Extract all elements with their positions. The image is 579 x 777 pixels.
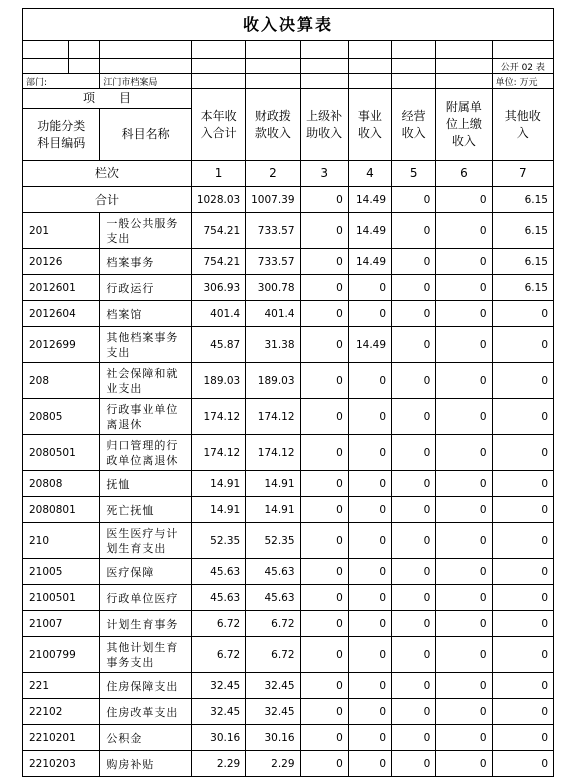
row-name: 其他档案事务支出 [100, 327, 192, 363]
table-row [23, 471, 554, 497]
row-value: 0 [392, 585, 436, 611]
lanci-row [23, 161, 554, 187]
total-value: 6.15 [492, 187, 553, 213]
row-name: 公积金 [100, 725, 192, 751]
row-name: 医疗保障 [100, 559, 192, 585]
row-code: 2080801 [23, 497, 100, 523]
row-value: 0 [392, 301, 436, 327]
row-code: 20808 [23, 471, 100, 497]
row-value: 6.72 [246, 611, 300, 637]
row-value: 0 [348, 275, 391, 301]
row-value: 6.72 [246, 637, 300, 673]
row-code: 2100501 [23, 585, 100, 611]
lanci-num: 1 [191, 161, 245, 187]
row-name: 抚恤 [100, 471, 192, 497]
row-value: 0 [492, 725, 553, 751]
row-name: 归口管理的行政单位离退休 [100, 435, 192, 471]
header-item: 项 目 [23, 89, 192, 109]
row-value: 0 [436, 275, 492, 301]
page-title: 收入决算表 [22, 8, 554, 40]
row-value: 6.15 [492, 275, 553, 301]
total-label: 合计 [23, 187, 192, 213]
row-value: 174.12 [246, 399, 300, 435]
row-value: 0 [436, 523, 492, 559]
row-value: 6.15 [492, 249, 553, 275]
row-value: 14.49 [348, 327, 391, 363]
row-code: 22102 [23, 699, 100, 725]
row-code: 221 [23, 673, 100, 699]
header-col1: 本年收 入合计 [191, 89, 245, 161]
row-value: 0 [492, 523, 553, 559]
row-value: 189.03 [246, 363, 300, 399]
row-value: 0 [348, 301, 391, 327]
total-value: 0 [300, 187, 348, 213]
row-value: 0 [392, 327, 436, 363]
row-value: 0 [392, 399, 436, 435]
row-value: 30.16 [191, 725, 245, 751]
row-value: 0 [392, 471, 436, 497]
row-value: 0 [392, 523, 436, 559]
table-row [23, 673, 554, 699]
dept-name: 江门市档案局 [100, 74, 192, 89]
row-value: 0 [436, 637, 492, 673]
lanci-num: 6 [436, 161, 492, 187]
income-table [22, 40, 554, 777]
lanci-num: 3 [300, 161, 348, 187]
header-name: 科目名称 [100, 109, 192, 161]
row-value: 733.57 [246, 249, 300, 275]
dept-row [23, 74, 554, 89]
row-value: 0 [436, 249, 492, 275]
row-name: 医生医疗与计划生育支出 [100, 523, 192, 559]
row-value: 0 [348, 585, 391, 611]
row-value: 0 [392, 725, 436, 751]
row-code: 2012699 [23, 327, 100, 363]
report-no-row [23, 59, 554, 74]
header-col3: 上级补 助收入 [300, 89, 348, 161]
row-value: 45.87 [191, 327, 245, 363]
row-value: 0 [300, 249, 348, 275]
table-row [23, 497, 554, 523]
table-row [23, 399, 554, 435]
row-value: 2.29 [191, 751, 245, 777]
row-value: 0 [492, 699, 553, 725]
unit-label: 单位: 万元 [492, 74, 553, 89]
row-value: 0 [492, 751, 553, 777]
lanci-label: 栏次 [23, 161, 192, 187]
row-code: 2210201 [23, 725, 100, 751]
total-value: 1007.39 [246, 187, 300, 213]
row-value: 0 [348, 751, 391, 777]
row-value: 0 [436, 213, 492, 249]
table-row [23, 327, 554, 363]
row-value: 0 [492, 327, 553, 363]
row-code: 20805 [23, 399, 100, 435]
row-value: 14.91 [191, 471, 245, 497]
row-value: 0 [300, 585, 348, 611]
table-row [23, 523, 554, 559]
row-value: 45.63 [191, 559, 245, 585]
row-value: 0 [392, 213, 436, 249]
row-value: 0 [436, 497, 492, 523]
lanci-num: 7 [492, 161, 553, 187]
header-row-1 [23, 89, 554, 109]
row-value: 0 [300, 725, 348, 751]
row-value: 0 [300, 497, 348, 523]
row-code: 2100799 [23, 637, 100, 673]
row-code: 201 [23, 213, 100, 249]
row-value: 0 [300, 699, 348, 725]
table-row [23, 725, 554, 751]
row-value: 0 [300, 399, 348, 435]
row-name: 其他计划生育事务支出 [100, 637, 192, 673]
row-value: 0 [492, 399, 553, 435]
row-name: 一般公共服务支出 [100, 213, 192, 249]
row-code: 210 [23, 523, 100, 559]
table-row [23, 751, 554, 777]
row-value: 0 [492, 363, 553, 399]
row-value: 174.12 [246, 435, 300, 471]
row-value: 0 [436, 435, 492, 471]
row-code: 208 [23, 363, 100, 399]
row-value: 733.57 [246, 213, 300, 249]
total-value: 0 [436, 187, 492, 213]
report-sheet [22, 8, 554, 777]
header-col5: 经营 收入 [392, 89, 436, 161]
row-name: 住房保障支出 [100, 673, 192, 699]
row-value: 0 [392, 363, 436, 399]
row-value: 300.78 [246, 275, 300, 301]
row-value: 45.63 [246, 559, 300, 585]
row-value: 52.35 [191, 523, 245, 559]
row-name: 社会保障和就业支出 [100, 363, 192, 399]
row-name: 计划生育事务 [100, 611, 192, 637]
lanci-num: 4 [348, 161, 391, 187]
row-value: 0 [300, 327, 348, 363]
row-code: 2012604 [23, 301, 100, 327]
row-value: 0 [348, 471, 391, 497]
row-value: 6.72 [191, 637, 245, 673]
row-value: 32.45 [246, 673, 300, 699]
row-value: 0 [492, 673, 553, 699]
row-value: 0 [392, 435, 436, 471]
row-value: 0 [436, 559, 492, 585]
row-value: 754.21 [191, 249, 245, 275]
row-value: 0 [492, 471, 553, 497]
row-value: 0 [492, 497, 553, 523]
row-value: 30.16 [246, 725, 300, 751]
lanci-num: 2 [246, 161, 300, 187]
row-value: 0 [436, 725, 492, 751]
row-value: 0 [348, 497, 391, 523]
header-col2: 财政拨 款收入 [246, 89, 300, 161]
row-value: 14.49 [348, 213, 391, 249]
row-value: 0 [348, 523, 391, 559]
header-col6: 附属单 位上缴 收入 [436, 89, 492, 161]
row-value: 0 [348, 611, 391, 637]
row-value: 0 [348, 699, 391, 725]
row-value: 52.35 [246, 523, 300, 559]
row-value: 0 [348, 637, 391, 673]
header-code: 功能分类 科目编码 [23, 109, 100, 161]
row-value: 0 [348, 673, 391, 699]
row-value: 14.91 [246, 471, 300, 497]
row-name: 行政运行 [100, 275, 192, 301]
row-code: 21007 [23, 611, 100, 637]
row-value: 0 [492, 435, 553, 471]
table-row [23, 637, 554, 673]
row-name: 行政事业单位离退休 [100, 399, 192, 435]
row-name: 住房改革支出 [100, 699, 192, 725]
total-row [23, 187, 554, 213]
row-value: 45.63 [246, 585, 300, 611]
table-row [23, 213, 554, 249]
row-name: 档案事务 [100, 249, 192, 275]
row-value: 0 [348, 559, 391, 585]
row-name: 档案馆 [100, 301, 192, 327]
row-value: 0 [392, 249, 436, 275]
row-code: 2012601 [23, 275, 100, 301]
row-value: 0 [392, 275, 436, 301]
row-value: 45.63 [191, 585, 245, 611]
header-col4: 事业 收入 [348, 89, 391, 161]
row-value: 0 [436, 399, 492, 435]
row-value: 0 [436, 585, 492, 611]
row-code: 20126 [23, 249, 100, 275]
table-row [23, 699, 554, 725]
row-value: 0 [300, 523, 348, 559]
lanci-num: 5 [392, 161, 436, 187]
row-value: 32.45 [246, 699, 300, 725]
row-value: 0 [300, 673, 348, 699]
row-value: 0 [392, 699, 436, 725]
blank-row [23, 41, 554, 59]
row-value: 6.15 [492, 213, 553, 249]
total-value: 14.49 [348, 187, 391, 213]
row-value: 0 [436, 673, 492, 699]
row-value: 0 [300, 301, 348, 327]
row-value: 174.12 [191, 435, 245, 471]
row-value: 0 [436, 751, 492, 777]
row-value: 0 [492, 637, 553, 673]
row-value: 0 [436, 301, 492, 327]
row-value: 0 [300, 559, 348, 585]
row-name: 行政单位医疗 [100, 585, 192, 611]
row-value: 32.45 [191, 673, 245, 699]
row-value: 0 [436, 611, 492, 637]
row-name: 购房补贴 [100, 751, 192, 777]
row-value: 6.72 [191, 611, 245, 637]
row-value: 14.91 [246, 497, 300, 523]
row-value: 0 [348, 725, 391, 751]
row-value: 0 [492, 585, 553, 611]
row-code: 2080501 [23, 435, 100, 471]
row-value: 0 [392, 673, 436, 699]
row-value: 32.45 [191, 699, 245, 725]
table-row [23, 611, 554, 637]
row-value: 754.21 [191, 213, 245, 249]
table-row [23, 301, 554, 327]
row-value: 0 [300, 751, 348, 777]
row-value: 306.93 [191, 275, 245, 301]
row-name: 死亡抚恤 [100, 497, 192, 523]
row-value: 401.4 [246, 301, 300, 327]
row-value: 0 [492, 301, 553, 327]
row-value: 2.29 [246, 751, 300, 777]
row-value: 0 [492, 559, 553, 585]
row-value: 0 [348, 435, 391, 471]
row-value: 14.49 [348, 249, 391, 275]
table-row [23, 435, 554, 471]
total-value: 1028.03 [191, 187, 245, 213]
table-row [23, 249, 554, 275]
row-value: 0 [348, 399, 391, 435]
row-value: 0 [492, 611, 553, 637]
row-value: 0 [300, 363, 348, 399]
row-value: 0 [392, 637, 436, 673]
row-value: 0 [300, 435, 348, 471]
row-value: 0 [436, 327, 492, 363]
row-code: 2210203 [23, 751, 100, 777]
row-value: 0 [300, 275, 348, 301]
row-value: 0 [392, 497, 436, 523]
table-row [23, 585, 554, 611]
row-value: 0 [348, 363, 391, 399]
row-value: 0 [436, 699, 492, 725]
row-value: 0 [300, 611, 348, 637]
row-value: 0 [392, 751, 436, 777]
row-value: 14.91 [191, 497, 245, 523]
report-no: 公开 02 表 [492, 59, 553, 74]
row-value: 0 [300, 637, 348, 673]
row-value: 189.03 [191, 363, 245, 399]
row-value: 0 [436, 471, 492, 497]
row-value: 0 [436, 363, 492, 399]
row-value: 401.4 [191, 301, 245, 327]
row-value: 0 [300, 213, 348, 249]
dept-label: 部门: [23, 74, 100, 89]
table-row [23, 363, 554, 399]
row-value: 0 [392, 559, 436, 585]
row-value: 31.38 [246, 327, 300, 363]
table-row [23, 275, 554, 301]
row-value: 0 [300, 471, 348, 497]
header-col7: 其他收 入 [492, 89, 553, 161]
row-value: 174.12 [191, 399, 245, 435]
row-code: 21005 [23, 559, 100, 585]
row-value: 0 [392, 611, 436, 637]
table-row [23, 559, 554, 585]
total-value: 0 [392, 187, 436, 213]
